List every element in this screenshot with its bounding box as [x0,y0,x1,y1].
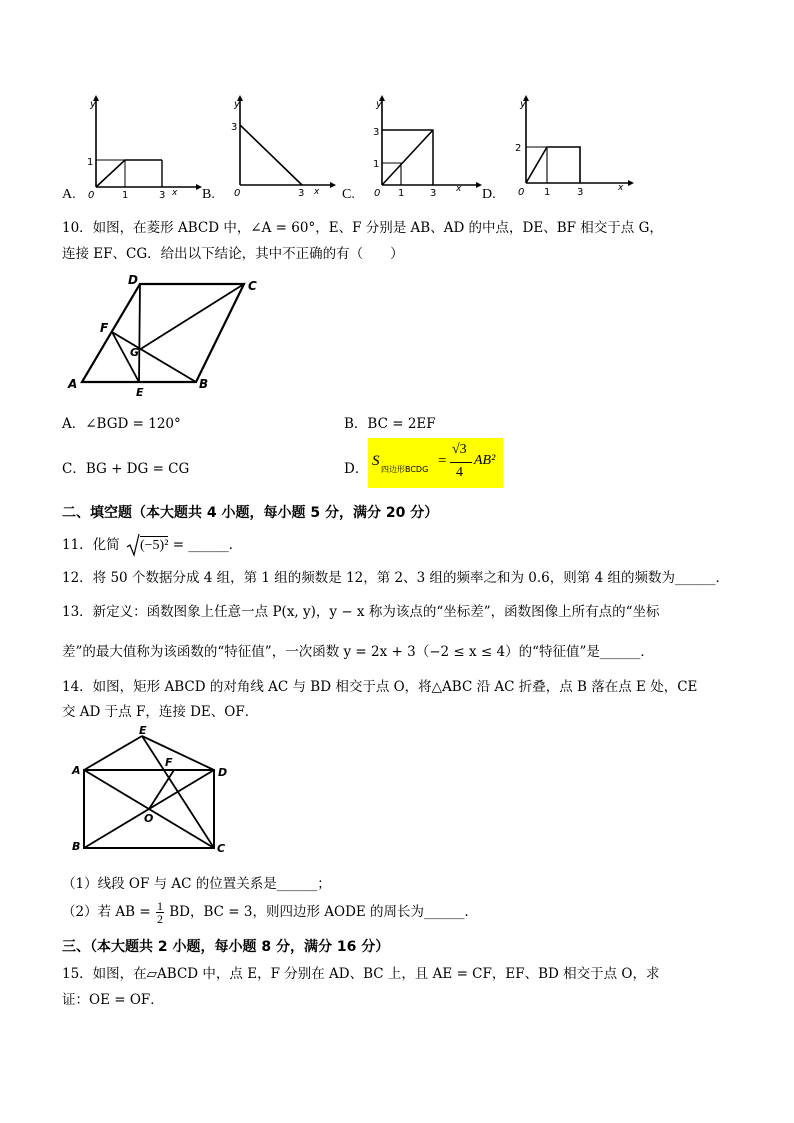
svg-text:1: 1 [122,190,129,200]
svg-text:3: 3 [298,188,305,199]
svg-text:3: 3 [159,190,166,200]
q9-option-a-label: A. [62,187,76,202]
q10-line2: 连接 EF、CG．给出以下结论，其中不正确的有（ ） [62,246,404,262]
svg-text:1: 1 [373,159,380,170]
svg-text:0: 0 [518,187,525,198]
svg-text:3: 3 [231,122,238,133]
svg-text:x: x [172,188,178,198]
svg-text:C: C [248,279,257,293]
q9-option-c-label: C. [342,187,355,202]
svg-text:0: 0 [88,190,95,200]
svg-text:B: B [199,377,209,391]
q9-option-d-label: D. [482,187,496,202]
q9-graph-c [360,95,490,200]
q9-graph-b [220,95,350,200]
q14-sub1: （1）线段 OF 与 AC 的位置关系是______； [62,876,331,892]
svg-text:y: y [520,99,526,110]
svg-text:y: y [376,99,382,110]
q15-line1: 15．如图，在▱ABCD 中，点 E，F 分别在 AD、BC 上，且 AE = CF，EF、BD 相交于点 O，求 [62,966,660,982]
svg-text:A: A [72,764,81,777]
q11: 11．化简 (−5)² = ______． [62,533,242,557]
svg-text:E: E [139,724,147,737]
svg-text:D: D [218,766,228,779]
q13-line2: 差”的最大值称为该函数的“特征值”，一次函数 y = 2x + 3（−2 ≤ x ≤ 4）的“特征值”是______． [62,644,654,660]
q10-option-d [344,457,368,477]
svg-text:x: x [456,184,462,194]
svg-text:D: D [128,273,138,287]
section2-heading: 二、填空题（本大题共 4 小题，每小题 5 分，满分 20 分） [62,505,439,521]
svg-text:F: F [165,756,173,769]
q10-option-c: C．BG + DG = CG [62,461,190,477]
q10-option-a: A．∠BGD = 120° [62,416,181,432]
q12: 12．将 50 个数据分成 4 组，第 1 组的频数是 12，第 2、3 组的频率之和为 0.6，则第 4 组的频数为______． [62,570,729,586]
q10-option-d-label: D． [344,461,369,477]
q9-graph-a [80,95,210,200]
svg-text:3: 3 [577,187,584,198]
q10-option-d-formula: S 四边形BCDG = √3 4 AB² [368,438,503,488]
q13-line1: 13．新定义：函数图象上任意一点 P(x, y)，y − x 称为该点的“坐标差”，函数图像上所有点的“坐标 [62,604,660,620]
svg-text:A: A [68,377,78,391]
svg-text:1: 1 [87,157,94,168]
q10-rhombus-figure [64,272,284,400]
svg-text:E: E [136,386,144,399]
svg-text:0: 0 [234,188,241,199]
svg-text:1: 1 [398,188,405,199]
section3-heading: 三、（本大题共 2 小题，每小题 8 分，满分 16 分） [62,939,390,955]
svg-text:C: C [217,842,226,855]
svg-text:B: B [72,840,81,853]
svg-text:y: y [234,99,240,110]
q9-options [60,95,760,205]
q10-option-b: B．BC = 2EF [344,416,436,432]
svg-text:O: O [144,812,154,825]
svg-text:3: 3 [430,188,437,199]
q9-graph-d [500,95,640,200]
svg-text:1: 1 [544,187,551,198]
q14-sub2: （2）若 AB = $\frac{1}{2}$ BD，BC = 3，则四边形 AODE 的周长为______． [62,899,479,926]
svg-text:x: x [314,187,320,197]
q14-line1: 14．如图，矩形 ABCD 的对角线 AC 与 BD 相交于点 O，将△ABC 沿 AC 折叠，点 B 落在点 E 处，CE [62,679,698,695]
axis-y: y [90,99,96,110]
svg-text:0: 0 [374,188,381,199]
q15-line2: 证：OE = OF． [62,992,164,1008]
svg-text:G: G [130,346,140,359]
svg-text:F: F [100,321,109,335]
q14-rectangle-figure [62,722,242,862]
q10-line1: 10．如图，在菱形 ABCD 中，∠A = 60°，E、F 分别是 AB、AD 的中点，DE、BF 相交于点 G， [62,220,663,236]
svg-text:x: x [618,183,624,193]
svg-text:3: 3 [373,127,380,138]
q14-line2: 交 AD 于点 F，连接 DE、OF． [62,704,259,720]
svg-text:2: 2 [515,143,522,154]
q9-option-b-label: B. [202,187,215,202]
